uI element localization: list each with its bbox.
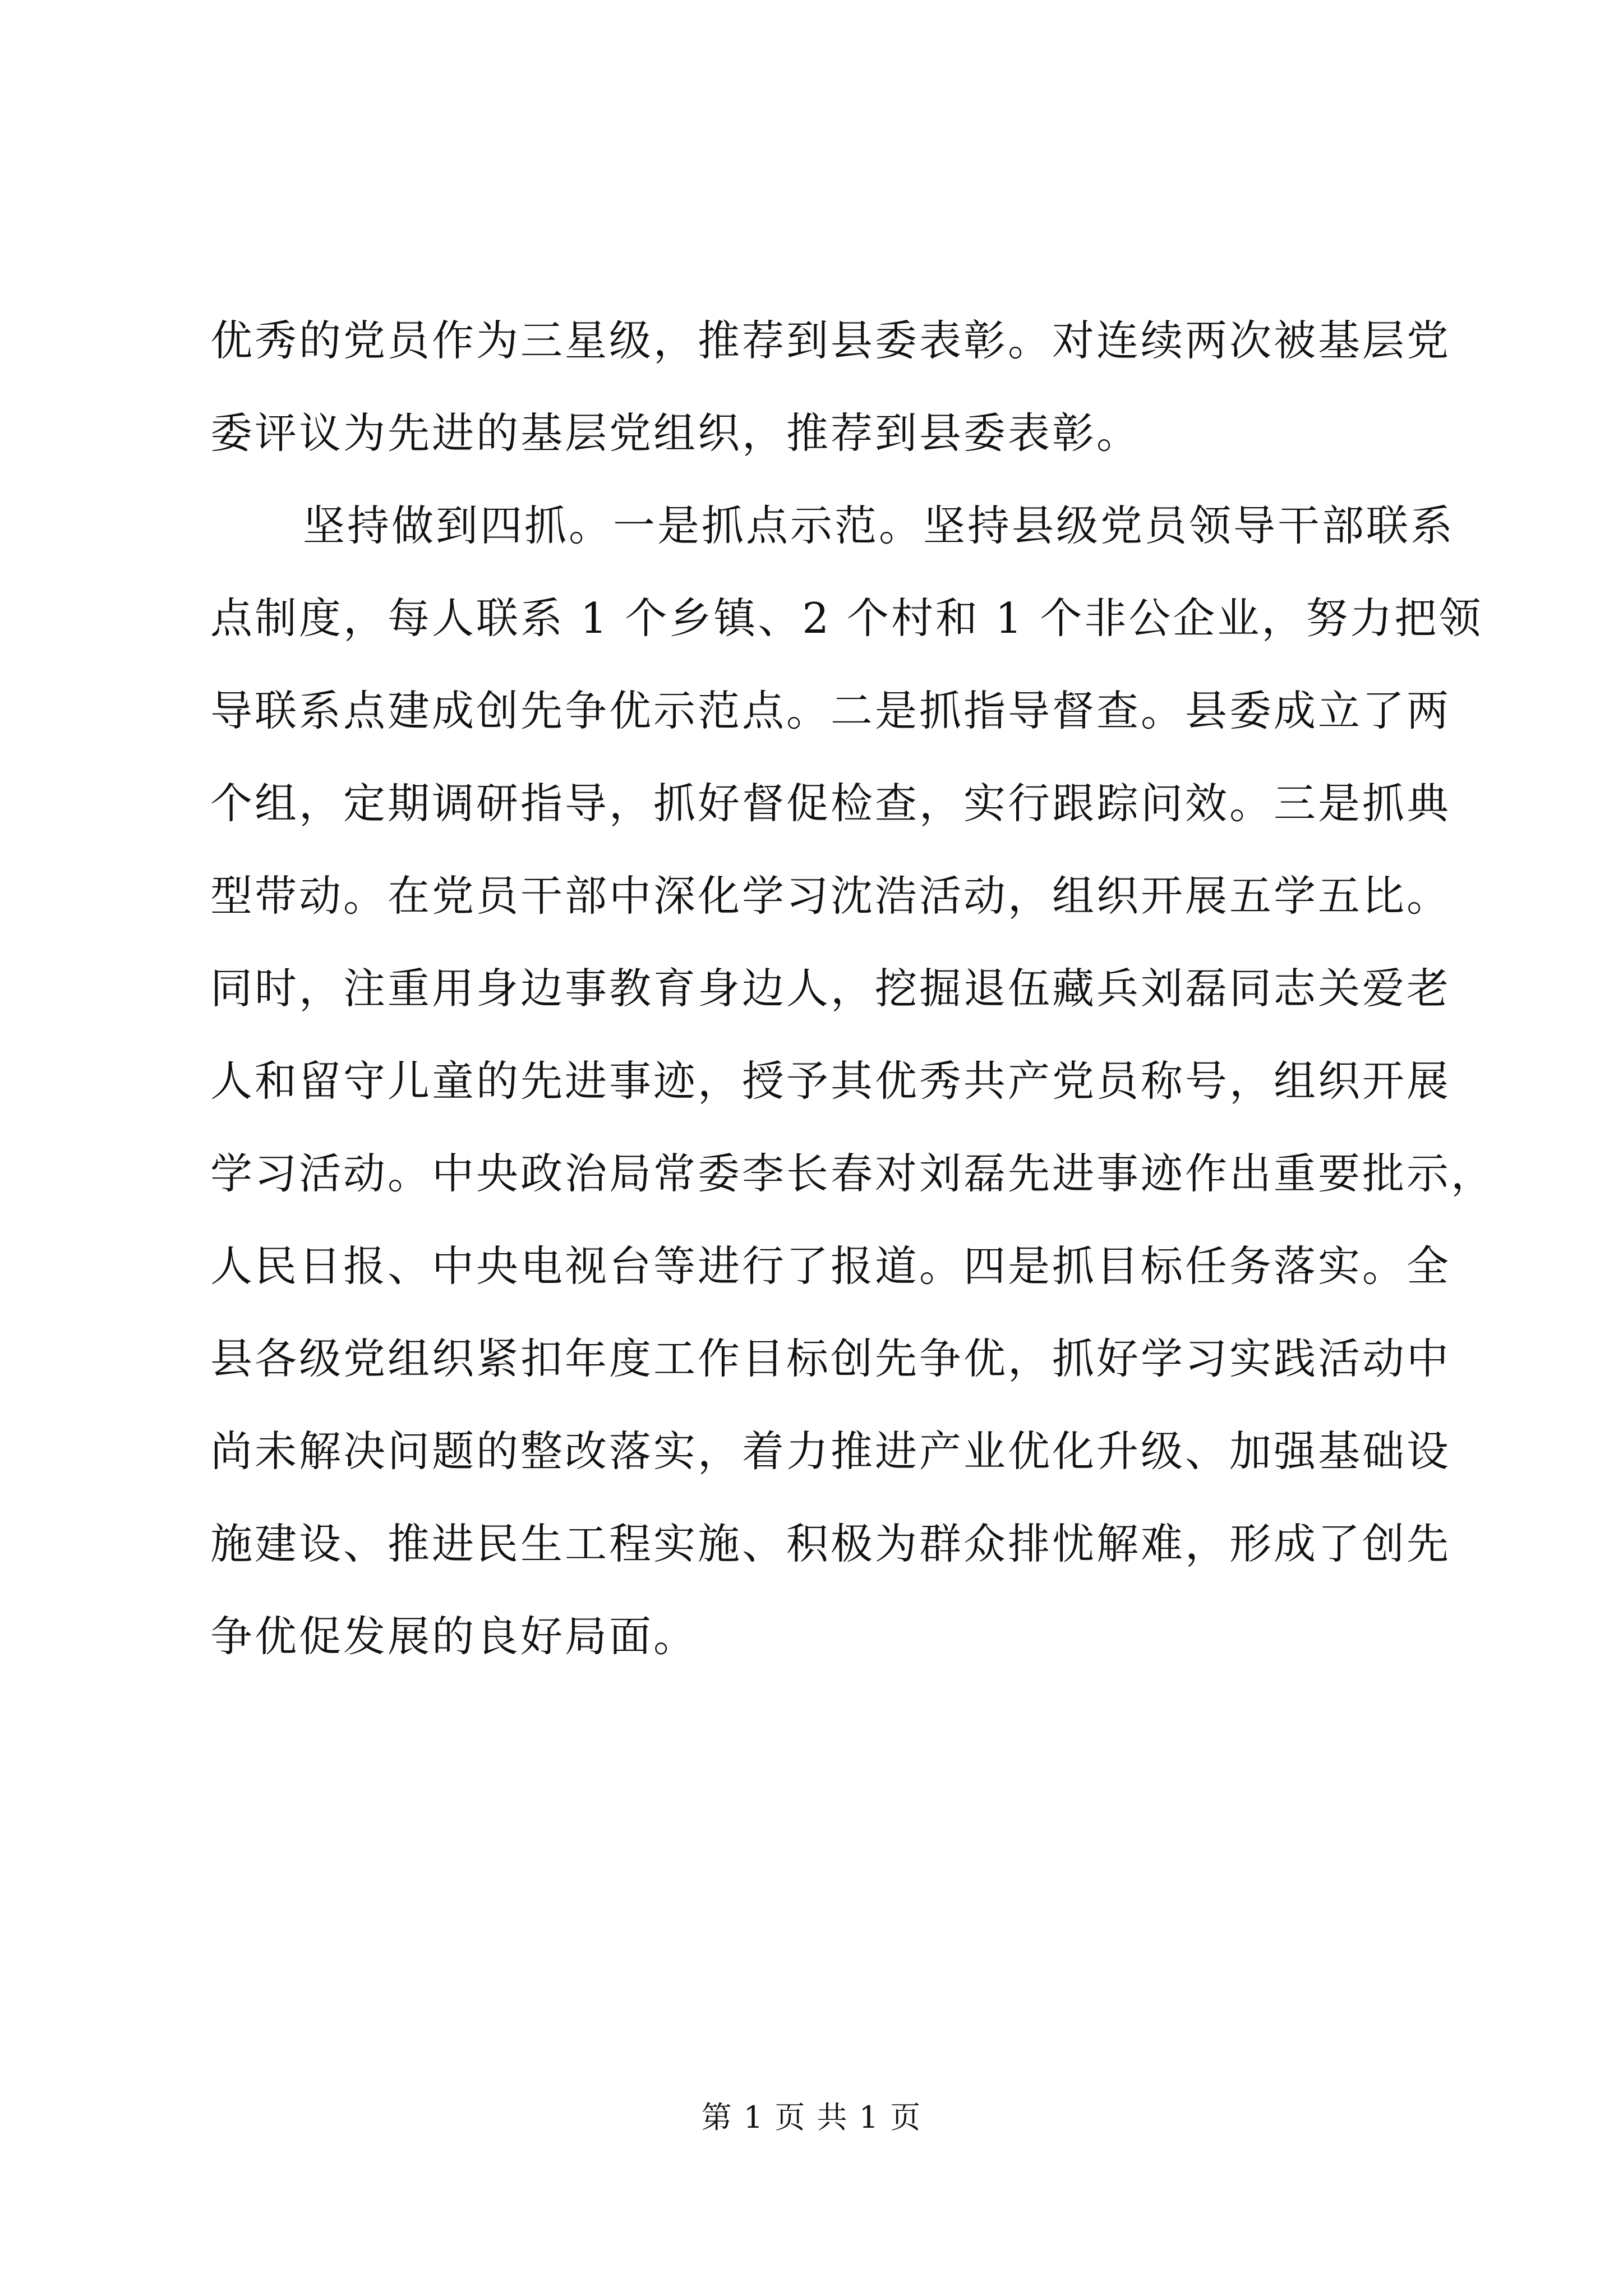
body-line: 型带动。在党员干部中深化学习沈浩活动，组织开展五学五比。 [210,871,1451,921]
page-footer: 第 1 页 共 1 页 [701,2100,922,2135]
body-line: 施建设、推进民生工程实施、积极为群众排忧解难，形成了创先 [210,1519,1451,1568]
document-body [210,295,1496,1683]
body-line: 学习活动。中央政治局常委李长春对刘磊先进事迹作出重要批示， [210,1149,1496,1198]
body-line: 尚未解决问题的整改落实，着力推进产业优化升级、加强基础设 [210,1427,1451,1476]
body-line: 人民日报、中央电视台等进行了报道。四是抓目标任务落实。全 [210,1241,1451,1291]
body-line: 个组，定期调研指导，抓好督促检查，实行跟踪问效。三是抓典 [210,779,1451,828]
body-line: 点制度，每人联系 1 个乡镇、2 个村和 1 个非公企业，努力把领 [210,593,1483,643]
body-line: 争优促发展的良好局面。 [210,1612,698,1661]
body-line: 人和留守儿童的先进事迹，授予其优秀共产党员称号，组织开展 [210,1056,1451,1106]
body-line: 同时，注重用身边事教育身边人，挖掘退伍藏兵刘磊同志关爱老 [210,964,1451,1013]
body-line: 导联系点建成创先争优示范点。二是抓指导督查。县委成立了两 [210,686,1451,735]
body-line: 委评议为先进的基层党组织，推荐到县委表彰。 [210,408,1141,458]
body-line: 县各级党组织紧扣年度工作目标创先争优，抓好学习实践活动中 [210,1334,1451,1383]
paragraph-start-line: 坚持做到四抓。一是抓点示范。坚持县级党员领导干部联系 [303,501,1455,550]
body-line: 优秀的党员作为三星级，推荐到县委表彰。对连续两次被基层党 [210,316,1451,365]
